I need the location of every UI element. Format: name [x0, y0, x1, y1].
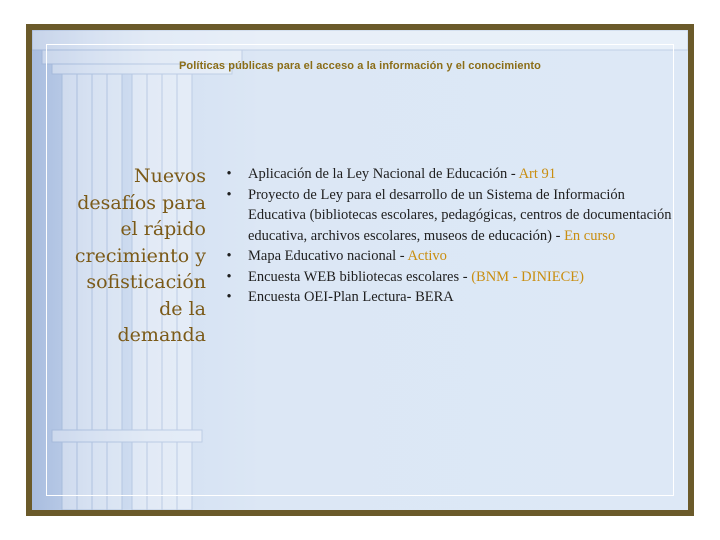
slide-title: Políticas públicas para el acceso a la información y el conocimiento	[179, 60, 541, 72]
bullet-status: Art 91	[518, 166, 557, 182]
bullet-item	[222, 185, 682, 247]
section-heading-line: el rápido	[120, 218, 206, 240]
bullet-text: Proyecto de Ley para el desarrollo de un Sistema de Información Educativa (bibliotecas escolares, pedagógicas, centros de documentación educativa, archivos escolares, museos de educación) -	[248, 186, 672, 244]
bullet-text: Aplicación de la Ley Nacional de Educación -	[248, 166, 519, 182]
bullet-list	[222, 164, 682, 308]
bullet-item	[222, 267, 682, 288]
bullet-dot-icon: •	[226, 289, 232, 305]
bullet-status: Activo	[407, 248, 447, 264]
section-heading-line: demanda	[117, 324, 206, 346]
bullet-item	[222, 164, 682, 185]
bullet-dot-icon: •	[226, 166, 232, 182]
section-heading-line: sofisticación	[86, 271, 206, 293]
bullet-status: En curso	[564, 227, 616, 244]
bullet-text: Encuesta WEB bibliotecas escolares -	[248, 268, 472, 285]
section-heading-line: de la	[159, 297, 206, 320]
bullet-text: Mapa Educativo nacional -	[248, 248, 408, 264]
bullet-dot-icon: •	[226, 268, 232, 285]
bullet-text: Encuesta OEI-Plan Lectura- BERA	[248, 289, 454, 305]
section-heading-line: crecimiento y	[74, 244, 206, 267]
section-heading-line: desafíos para	[77, 191, 206, 214]
bullet-item	[222, 246, 682, 267]
bullet-dot-icon: •	[226, 248, 232, 264]
bullet-item	[222, 287, 682, 308]
section-heading	[40, 163, 206, 349]
bullet-dot-icon: •	[226, 186, 232, 203]
bullet-status: (BNM - DINIECE)	[471, 268, 584, 285]
section-heading-line: Nuevos	[133, 165, 206, 187]
